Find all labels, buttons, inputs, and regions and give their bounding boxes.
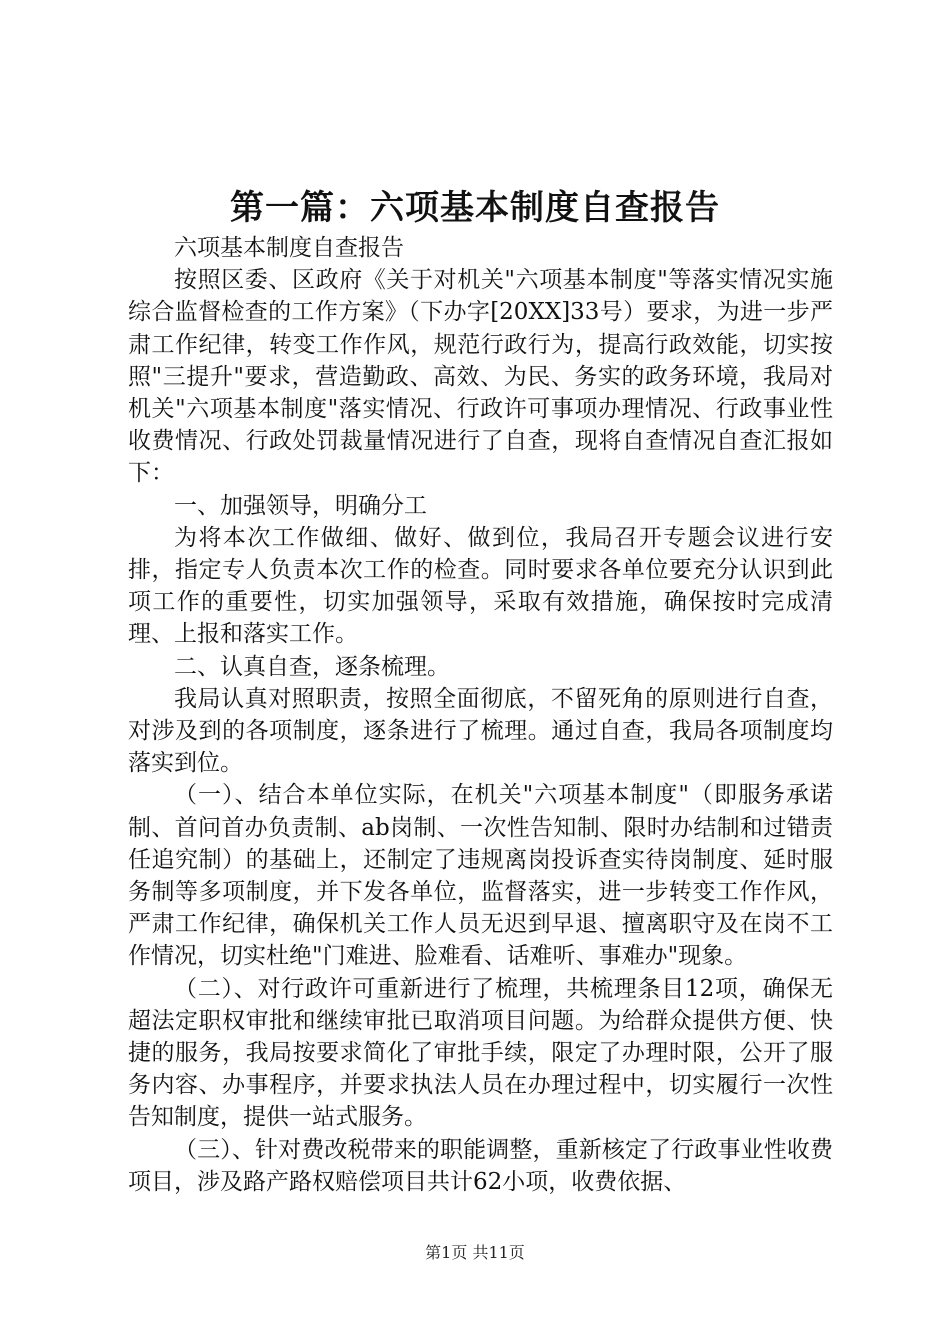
document-body bbox=[128, 232, 833, 1198]
section-2-paragraph: 我局认真对照职责，按照全面彻底，不留死角的原则进行自查，对涉及到的各项制度，逐条进行了梳理。通过自查，我局各项制度均落实到位。 bbox=[128, 685, 833, 777]
section-heading-2: 二、认真自查，逐条梳理。 bbox=[174, 653, 450, 680]
section-1-paragraph: 为将本次工作做细、做好、做到位，我局召开专题会议进行安排，指定专人负责本次工作的检查。同时要求各单位要充分认识到此项工作的重要性，切实加强领导，采取有效措施，确保按时完成清理、上报和落实工作。 bbox=[128, 524, 833, 648]
document-title: 第一篇：六项基本制度自查报告 bbox=[230, 188, 720, 228]
item-1-paragraph: （一）、结合本单位实际，在机关"六项基本制度"（即服务承诺制、首问首办负责制、ab岗制、一次性告知制、限时办结制和过错责任追究制）的基础上，还制定了违规离岗投诉查实待岗制度、延时服务制等多项制度，并下发各单位，监督落实，进一步转变工作作风，严肃工作纪律，确保机关工作人员无迟到早退、擅离职守及在岗不工作情况，切实杜绝"门难进、脸难看、话难听、事难办"现象。 bbox=[128, 782, 833, 970]
intro-paragraph: 按照区委、区政府《关于对机关"六项基本制度"等落实情况实施综合监督检查的工作方案》（下办字[20XX]33号）要求，为进一步严肃工作纪律，转变工作作风，规范行政行为，提高行政效能，切实按照"三提升"要求，营造勤政、高效、为民、务实的政务环境，我局对机关"六项基本制度"落实情况、行政许可事项办理情况、行政事业性收费情况、行政处罚裁量情况进行了自查，现将自查情况自查汇报如下： bbox=[128, 267, 833, 487]
page-footer: 第1页 共11页 bbox=[425, 1243, 525, 1262]
subtitle-paragraph: 六项基本制度自查报告 bbox=[174, 235, 404, 261]
item-2-paragraph: （二）、对行政许可重新进行了梳理，共梳理条目12项，确保无超法定职权审批和继续审批已取消项目问题。为给群众提供方便、快捷的服务，我局按要求简化了审批手续，限定了办理时限，公开了服务内容、办事程序，并要求执法人员在办理过程中，切实履行一次性告知制度，提供一站式服务。 bbox=[128, 975, 833, 1131]
section-heading-1: 一、加强领导，明确分工 bbox=[174, 492, 427, 519]
item-3-paragraph: （三）、针对费改税带来的职能调整，重新核定了行政事业性收费项目，涉及路产路权赔偿项目共计62小项，收费依据、 bbox=[128, 1136, 833, 1195]
